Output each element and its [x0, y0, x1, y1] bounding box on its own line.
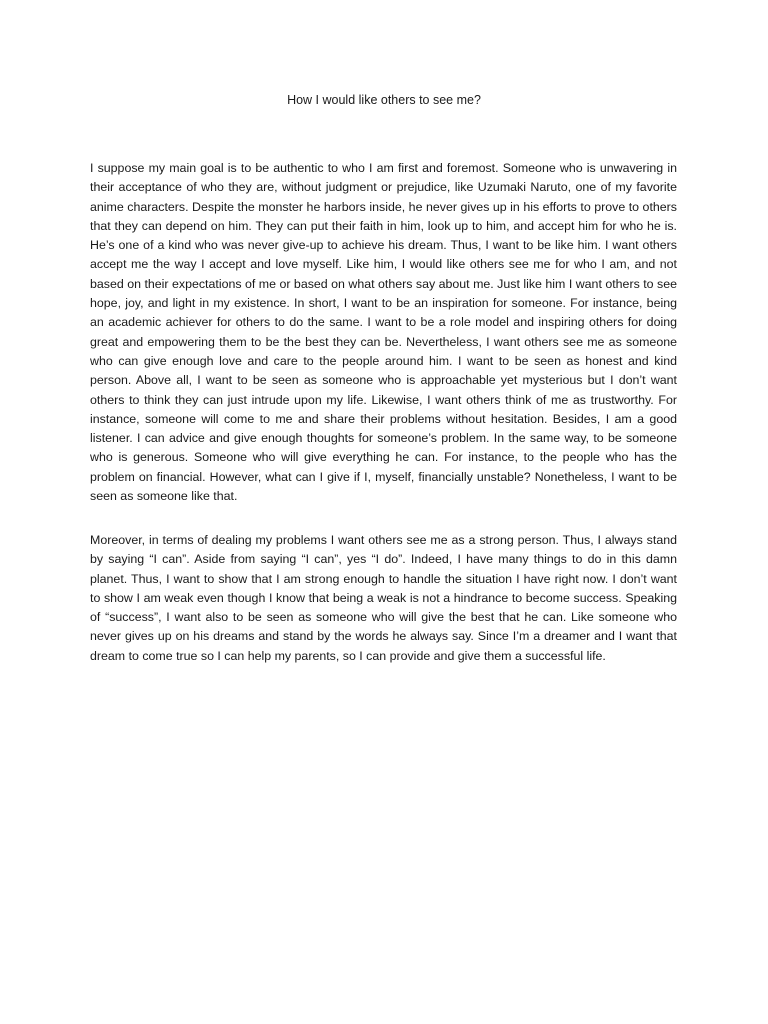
paragraph-1: I suppose my main goal is to be authentic to who I am first and foremost. Someone who is unwavering in their acceptance of who they are, without judgment or prejudice, like Uzumaki Naruto, one of my favorite anime characters. Despite the monster he harbors inside, he never gives up in his efforts to prove to others that they can depend on him. They can put their faith in him, look up to him, and accept him for who he is. He’s one of a kind who was never give-up to achieve his dream. Thus, I want to be like him. I want others accept me the way I accept and love myself. Like him, I would like others see me for who I am, and not based on their expectations of me or based on what others say about me. Just like him I want others to see hope, joy, and light in my existence. In short, I want to be an inspiration for someone. For instance, being an academic achiever for others to do the same. I want to be a role model and inspiring others for doing great and empowering them to be the best they can be. Nevertheless, I want others see me as someone who can give enough love and care to the people around him. I want to be seen as honest and kind person. Above all, I want to be seen as someone who is approachable yet mysterious but I don’t want others to think they can just intrude upon my life. Likewise, I want others think of me as trustworthy. For instance, someone will come to me and share their problems without hesitation. Besides, I am a good listener. I can advice and give enough thoughts for someone’s problem. In the same way, to be someone who is generous. Someone who will give everything he can. For instance, to the people who has the problem on financial. However, what can I give if I, myself, financially unstable? Nonetheless, I want to be seen as someone like that. [90, 161, 677, 504]
paragraph-2: Moreover, in terms of dealing my problems I want others see me as a strong person. Thus, I always stand by saying “I can”. Aside from saying “I can”, yes “I do”. Indeed, I have many things to do in this damn planet. Thus, I want to show that I am strong enough to handle the situation I have right now. I don’t want to show I am weak even though I know that being a weak is not a hindrance to become success. Speaking of “success”, I want also to be seen as someone who will give the best that he can. Like someone who never gives up on his dreams and stand by the words he always say. Since I’m a dreamer and I want that dream to come true so I can help my parents, so I can provide and give them a successful life. [90, 533, 677, 663]
document-title: How I would like others to see me? [287, 93, 481, 107]
